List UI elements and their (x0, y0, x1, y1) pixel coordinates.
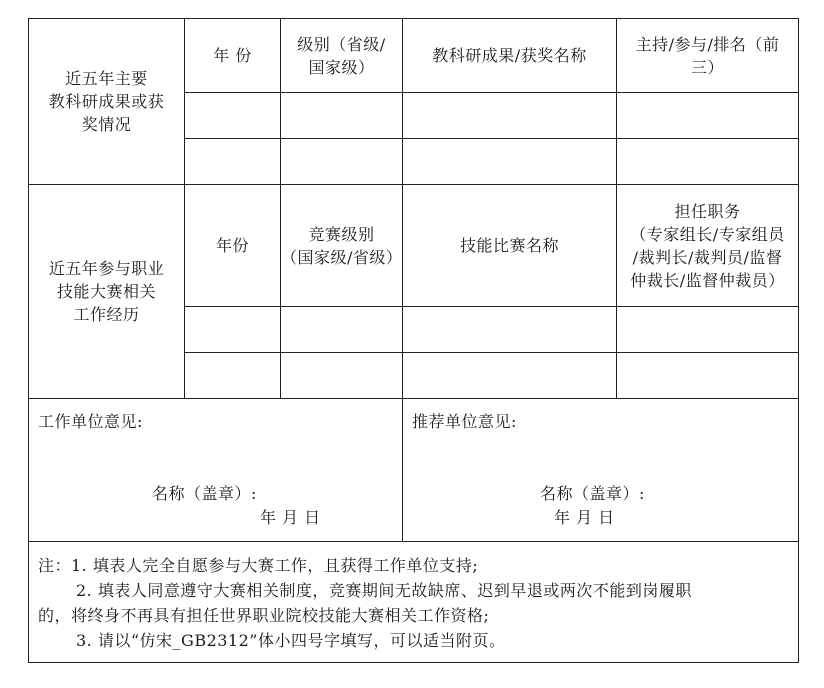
research-row-1-role-cell[interactable] (617, 93, 798, 138)
competition-header-name: 技能比赛名称 (459, 236, 559, 255)
research-header-level: 级别（省级/ 国家级） (297, 34, 386, 77)
opinion-divider (402, 398, 403, 542)
section-divider (28, 541, 799, 542)
competition-row-1-role-cell[interactable] (617, 307, 798, 352)
competition-row-2-name-cell[interactable] (403, 353, 616, 398)
table-border-bottom (28, 662, 799, 663)
competition-row-2-year-cell[interactable] (185, 353, 280, 398)
note-2-line-2: 的，将终身不再具有担任世界职业院校技能大赛相关工作资格; (38, 606, 490, 625)
research-row-2-level-cell[interactable] (281, 139, 402, 184)
competition-row-2-level-cell[interactable] (281, 353, 402, 398)
research-row-2-role-cell[interactable] (617, 139, 798, 184)
research-row-1-year-cell[interactable] (185, 93, 280, 138)
research-row-2-year-cell[interactable] (185, 139, 280, 184)
competition-header-role: 担任职务 （专家组长/专家组员 /裁判长/裁判员/监督 仲裁长/监督仲裁员） (630, 201, 785, 290)
competition-row-1-name-cell[interactable] (403, 307, 616, 352)
recommend-unit-opinion-label: 推荐单位意见: (412, 412, 517, 431)
research-section-title: 近五年主要 教科研成果或获 奖情况 (48, 69, 165, 134)
recommend-unit-date: 年 月 日 (554, 508, 615, 527)
recommend-unit-seal-label: 名称（盖章）: (540, 484, 645, 503)
competition-header-level: 竞赛级别 （国家级/省级） (281, 224, 403, 267)
competition-row-2-role-cell[interactable] (617, 353, 798, 398)
research-header-year: 年 份 (213, 46, 252, 65)
research-header-name: 教科研成果/获奖名称 (432, 46, 587, 65)
research-row-1-level-cell[interactable] (281, 93, 402, 138)
note-1: 注：1. 填表人完全自愿参与大赛工作，且获得工作单位支持; (38, 556, 479, 575)
research-row-2-name-cell[interactable] (403, 139, 616, 184)
section-divider (28, 398, 799, 399)
note-2-line-1: 2. 填表人同意遵守大赛相关制度，竞赛期间无故缺席、迟到早退或两次不能到岗履职 (76, 581, 692, 600)
competition-header-year: 年份 (215, 236, 249, 255)
competition-section-title: 近五年参与职业 技能大赛相关 工作经历 (48, 259, 165, 324)
work-unit-seal-label: 名称（盖章）: (152, 484, 257, 503)
research-row-1-name-cell[interactable] (403, 93, 616, 138)
research-header-role: 主持/参与/排名（前 三） (635, 34, 780, 77)
competition-row-1-year-cell[interactable] (185, 307, 280, 352)
competition-row-1-level-cell[interactable] (281, 307, 402, 352)
work-unit-opinion-label: 工作单位意见: (38, 412, 143, 431)
work-unit-date: 年 月 日 (260, 508, 321, 527)
note-3: 3. 请以“仿宋_GB2312”体小四号字填写，可以适当附页。 (76, 631, 506, 650)
table-border-right (798, 18, 799, 663)
